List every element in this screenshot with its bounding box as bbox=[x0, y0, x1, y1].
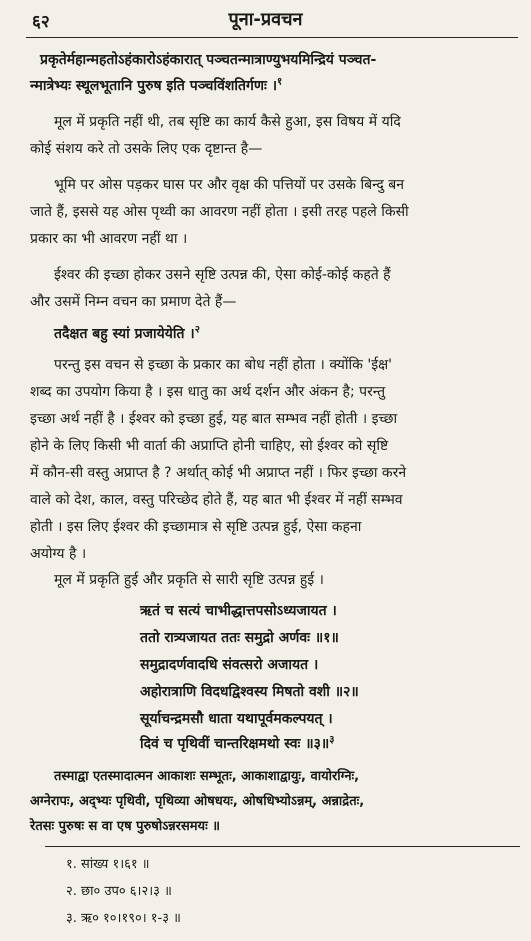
page-header bbox=[0, 7, 531, 35]
footnote-ref: २ bbox=[194, 324, 200, 336]
footnote: ३. ऋ० १०।१९०। १-३ ॥ bbox=[66, 911, 181, 926]
paragraph-line: ईश्वर की इच्छा होकर उसने सृष्टि उत्पन्न की, ऐसा कोई-कोई कहते हैं bbox=[54, 267, 391, 283]
paragraph-line: मूल में प्रकृति हुई और प्रकृति से सारी सृष्टि उत्पन्न हुई । bbox=[54, 572, 324, 588]
paragraph-line: परन्तु इस वचन से इच्छा के प्रकार का बोध नहीं होता । क्योंकि 'ईक्ष' bbox=[54, 357, 392, 373]
closing-line: तस्माद्वा एतस्मादात्मन आकाशः सम्भूतः, आकाशाद्वायुः, वायोरग्निः, bbox=[54, 769, 360, 784]
paragraph-line: होने के लिए किसी भी वार्ता की अप्राप्ति होनी चाहिए, सो ईश्वर को सृष्टि bbox=[30, 438, 389, 454]
closing-line: अग्नेरापः, अद्भ्यः पृथिवी, पृथिव्या ओषधयः, ओषधिभ्योऽन्नम्, अन्नाद्रेतः, bbox=[30, 794, 365, 809]
paragraph-line: मूल में प्रकृति नहीं थी, तब सृष्टि का कार्य कैसे हुआ, इस विषय में यदि bbox=[54, 114, 401, 130]
footnote-rule bbox=[45, 846, 520, 847]
paragraph-line: इच्छा अर्थ नहीं है । ईश्वर को इच्छा हुई, यह बात सम्भव नहीं होती । इच्छा bbox=[30, 411, 398, 427]
paragraph-line: अयोग्य है । bbox=[30, 546, 87, 562]
sutra-line: प्रकृतेर्महान्महतोऽहंकारोऽहंकारात् पञ्चतन्मात्राण्युभयमिन्द्रियं पञ्चत- bbox=[40, 52, 377, 68]
paragraph-line: प्रकार का भी आवरण नहीं था । bbox=[30, 231, 188, 247]
closing-line: रेतसः पुरुषः स वा एष पुरुषोऽन्नरसमयः ॥ bbox=[30, 819, 221, 834]
footnote-ref: ३ bbox=[329, 734, 335, 746]
footnote: १. सांख्य १।६१ ॥ bbox=[66, 857, 150, 872]
paragraph-line: और उसमें निम्न वचन का प्रमाण देते हैं— bbox=[30, 294, 237, 310]
verse-line: ततो रात्र्यजायत ततः समुद्रो अर्णवः ॥१॥ bbox=[140, 630, 339, 646]
verse-line: समुद्रादर्णवादधि संवत्सरो अजायत । bbox=[140, 657, 319, 673]
verse-line: ऋतं च सत्यं चाभीद्धात्तपसोऽध्यजायत । bbox=[140, 603, 337, 619]
paragraph-line: शब्द का उपयोग किया है । इस धातु का अर्थ दर्शन और अंकन है; परन्तु bbox=[30, 384, 386, 400]
verse-line: दिवं च पृथिवीं चान्तरिक्षमथो स्वः ॥३॥$^३$ bbox=[140, 734, 335, 752]
paragraph-line: भूमि पर ओस पड़कर घास पर और वृक्ष की पत्तियों पर उसके बिन्दु बन bbox=[54, 177, 405, 193]
paragraph-line: होती । इस लिए ईश्वर की इच्छामात्र से सृष्टि उत्पन्न हुई, ऐसा कहना bbox=[30, 519, 362, 535]
upanishad-quote: तदैक्षत बहु स्यां प्रजायेयेति ।$^२$ bbox=[54, 324, 200, 342]
footnote: २. छा० उप० ६।२।३ ॥ bbox=[66, 884, 172, 899]
page-title: पूना-प्रवचन bbox=[228, 9, 303, 30]
paragraph-line: कोई संशय करे तो उसके लिए एक दृष्टान्त है— bbox=[30, 141, 263, 157]
paragraph-line: जाते हैं, इससे यह ओस पृथ्वी का आवरण नहीं होता । इसी तरह पहले किसी bbox=[30, 204, 409, 220]
verse-line: अहोरात्राणि विदधद्विश्वस्य मिषतो वशी ॥२॥ bbox=[140, 684, 359, 700]
paragraph-line: वाले को देश, काल, वस्तु परिच्छेद होते हैं, यह बात भी ईश्वर में नहीं सम्भव bbox=[30, 492, 403, 508]
header-rule bbox=[26, 37, 518, 38]
sutra-line: न्मात्रेभ्यः स्थूलभूतानि पुरुष इति पञ्चविंशतिर्गणः ।$^१$ bbox=[30, 76, 283, 94]
verse-line: सूर्याचन्द्रमसौ धाता यथापूर्वमकल्पयत् । bbox=[140, 711, 333, 727]
paragraph-line: में कौन-सी वस्तु अप्राप्त है ? अर्थात् कोई भी अप्राप्त नहीं । फिर इच्छा करने bbox=[30, 465, 407, 481]
footnote-ref: १ bbox=[277, 76, 283, 88]
page-number: ६२ bbox=[32, 12, 50, 32]
